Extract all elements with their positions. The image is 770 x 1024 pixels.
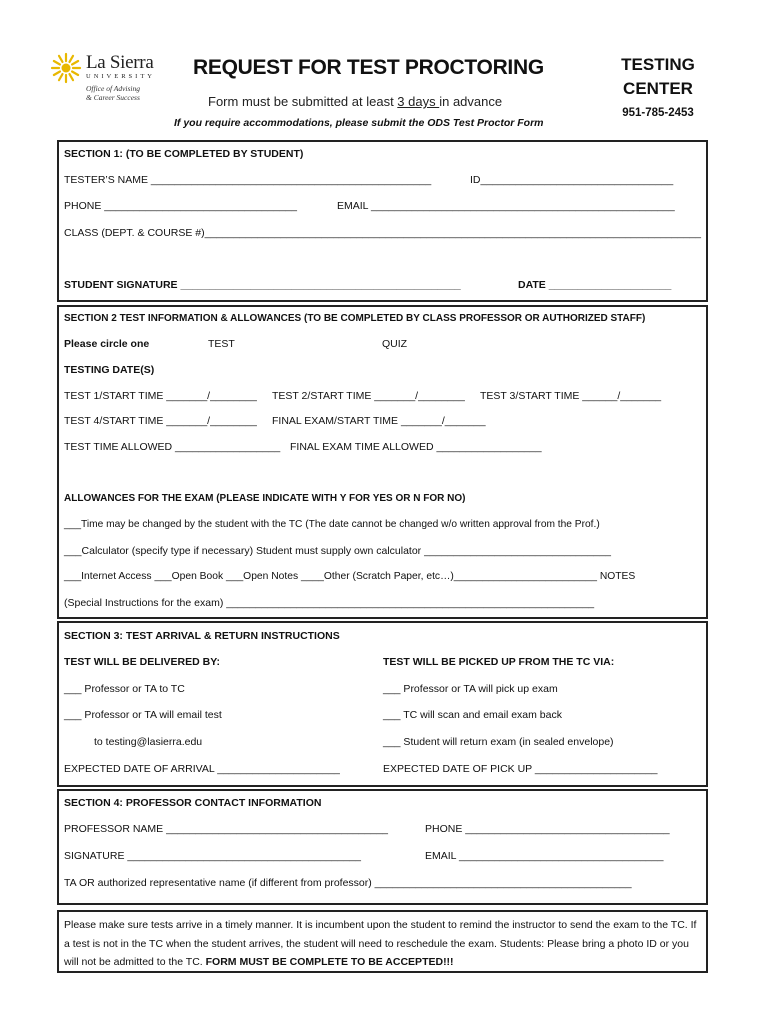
subtitle-emphasis: 3 days [397, 94, 440, 109]
logo-name: La Sierra [86, 52, 154, 73]
circle-one-label: Please circle one [64, 338, 150, 350]
section1-box [57, 140, 708, 302]
sun-ray [70, 74, 74, 80]
class-field[interactable]: CLASS (DEPT. & COURSE #)_____________________________________________________________________________________ [64, 227, 701, 239]
sun-emblem-icon [50, 52, 82, 84]
sun-ray [72, 61, 78, 65]
section4-heading: SECTION 4: PROFESSOR CONTACT INFORMATION [64, 797, 322, 809]
professor-signature-field[interactable]: SIGNATURE ________________________________________ [64, 850, 361, 862]
deliver-option-2[interactable]: ___ Professor or TA will email test [64, 709, 222, 721]
student-date-field[interactable]: DATE _____________________ [518, 279, 672, 291]
option-quiz[interactable]: QUIZ [382, 338, 408, 350]
student-email-field[interactable]: EMAIL ____________________________________________________ [337, 200, 675, 212]
student-id-field[interactable]: ID_________________________________ [470, 174, 674, 186]
logo-university: UNIVERSITY [86, 73, 155, 80]
pickup-option-3[interactable]: ___ Student will return exam (in sealed envelope) [383, 736, 614, 748]
student-phone-field[interactable]: PHONE _________________________________ [64, 200, 297, 212]
subtitle-suffix: in advance [439, 94, 503, 109]
final-exam-field[interactable]: FINAL EXAM/START TIME _______/_______ [272, 415, 486, 427]
final-time-allowed-field[interactable]: FINAL EXAM TIME ALLOWED __________________ [290, 441, 542, 453]
section1-heading: SECTION 1: (TO BE COMPLETED BY STUDENT) [64, 148, 304, 160]
calculator-allowance[interactable]: ___Calculator (specify type if necessary) Student must supply own calculator ________________________________ [64, 545, 611, 557]
test2-field[interactable]: TEST 2/START TIME _______/________ [272, 390, 465, 402]
notice-text [64, 916, 704, 972]
logo-office-line1: Office of Advising [86, 84, 141, 93]
professor-email-field[interactable]: EMAIL ___________________________________ [425, 850, 664, 862]
pickup-date-field[interactable]: EXPECTED DATE OF PICK UP _____________________ [383, 763, 658, 775]
pickup-option-1[interactable]: ___ Professor or TA will pick up exam [383, 683, 558, 695]
accommodations-note: If you require accommodations, please submit the ODS Test Proctor Form [174, 117, 544, 129]
ta-representative-field[interactable]: TA OR authorized representative name (if different from professor) ____________________________________________ [64, 877, 632, 889]
section2-heading: SECTION 2 TEST INFORMATION & ALLOWANCES (TO BE COMPLETED BY CLASS PROFESSOR OR AUTHORIZED STAFF) [64, 313, 646, 324]
logo-office-line2: & Career Success [86, 93, 140, 102]
test1-field[interactable]: TEST 1/START TIME _______/________ [64, 390, 257, 402]
testing-center-line1: TESTING [621, 55, 695, 74]
testing-center-line2: CENTER [623, 79, 693, 98]
other-allowances[interactable]: ___Internet Access ___Open Book ___Open Notes ____Other (Scratch Paper, etc…)_________________________ NOTES [64, 571, 636, 582]
time-allowed-field[interactable]: TEST TIME ALLOWED __________________ [64, 441, 281, 453]
form-title: REQUEST FOR TEST PROCTORING [193, 56, 544, 79]
picked-up-heading: TEST WILL BE PICKED UP FROM THE TC VIA: [383, 656, 615, 668]
option-test[interactable]: TEST [208, 338, 235, 350]
section3-heading: SECTION 3: TEST ARRIVAL & RETURN INSTRUCTIONS [64, 630, 340, 642]
form-subtitle [208, 94, 502, 109]
testing-email-address: to testing@lasierra.edu [94, 736, 203, 748]
sun-ray [54, 61, 60, 65]
notice-body: Please make sure tests arrive in a timely manner. It is incumbent upon the student to remind the instructor to send the exam to the TC. If a test is not in the TC when the student arrives, the student will need to reschedule the exam. Students: Please bring a photo ID or you will not be admitted to the TC. [64, 919, 697, 968]
professor-phone-field[interactable]: PHONE ___________________________________ [425, 823, 670, 835]
student-signature-field[interactable]: STUDENT SIGNATURE ________________________________________________ [64, 279, 461, 291]
deliver-option-1[interactable]: ___ Professor or TA to TC [64, 683, 185, 695]
arrival-date-field[interactable]: EXPECTED DATE OF ARRIVAL _____________________ [64, 763, 340, 775]
sun-ray [70, 56, 74, 62]
test3-field[interactable]: TEST 3/START TIME ______/_______ [480, 390, 662, 402]
testing-center-phone: 951-785-2453 [622, 107, 694, 119]
allowances-heading: ALLOWANCES FOR THE EXAM (PLEASE INDICATE WITH Y FOR YES OR N FOR NO) [64, 493, 466, 504]
testing-center-title [600, 53, 716, 101]
testing-dates-label: TESTING DATE(S) [64, 364, 155, 376]
sun-ray [54, 72, 60, 76]
sun-ray [59, 56, 63, 62]
time-change-allowance[interactable]: ___Time may be changed by the student with the TC (The date cannot be changed w/o written approval from the Prof.) [64, 519, 600, 530]
testers-name-field[interactable]: TESTER’S NAME ________________________________________________ [64, 174, 432, 186]
test4-field[interactable]: TEST 4/START TIME _______/________ [64, 415, 257, 427]
pickup-option-2[interactable]: ___ TC will scan and email exam back [383, 709, 562, 721]
delivered-by-heading: TEST WILL BE DELIVERED BY: [64, 656, 220, 668]
sun-ray [59, 74, 63, 80]
professor-name-field[interactable]: PROFESSOR NAME ______________________________________ [64, 823, 389, 835]
special-instructions-field[interactable]: (Special Instructions for the exam) _______________________________________________________________ [64, 597, 595, 609]
notice-bold: FORM MUST BE COMPLETE TO BE ACCEPTED!!! [205, 956, 454, 968]
la-sierra-logo [50, 52, 170, 108]
subtitle-prefix: Form must be submitted at least [208, 94, 398, 109]
sun-ray [72, 72, 78, 76]
